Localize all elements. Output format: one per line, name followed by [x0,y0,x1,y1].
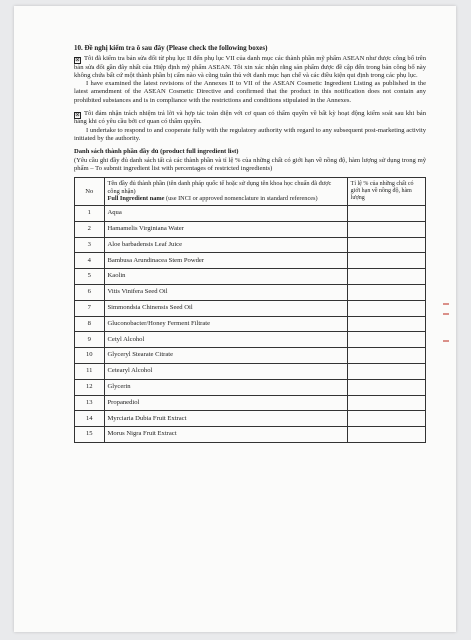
percentage-cell [347,316,425,332]
percentage-cell [347,237,425,253]
ingredient-name: Propanediol [104,395,347,411]
table-row [75,411,426,427]
document-page [14,6,456,632]
row-number: 2 [75,221,105,237]
header-no: No [75,178,105,206]
scan-artifact [443,340,449,342]
row-number: 11 [75,363,105,379]
ingredient-name: Aloe barbadensis Leaf Juice [104,237,347,253]
ingredient-list-heading: Danh sách thành phần đầy đủ (product full ingredient list) [74,148,239,156]
ingredient-name: Glyceryl Stearate Citrate [104,348,347,364]
document-content [74,44,426,443]
ingredient-name: Cetyl Alcohol [104,332,347,348]
row-number: 1 [75,205,105,221]
box2-vietnamese-text: Tôi đảm nhận trách nhiệm trả lời và hợp tác toàn diện với cơ quan có thẩm quyền về bất kỳ hoạt động kiểm soát sau khi bán hàng khi có yêu cầu bởi cơ quan có thẩm quyền. [74,110,426,126]
percentage-cell [347,221,425,237]
table-row [75,379,426,395]
row-number: 12 [75,379,105,395]
table-header-row [75,178,426,206]
ingredient-name: Gluconobacter/Honey Ferment Filtrate [104,316,347,332]
ingredient-name: Glycerin [104,379,347,395]
box2-english-text: I undertake to respond to and cooperate fully with the regulatory authority with regard to any subsequent post-marketing activity initiated by the authority. [74,126,426,142]
ingredient-name: Kaolin [104,269,347,285]
ingredient-name: Simmondsia Chinensis Seed Oil [104,300,347,316]
table-row [75,363,426,379]
checked-box-icon[interactable]: ⊠ [75,112,80,118]
section-heading: 10. Đề nghị kiểm tra ô sau đây (Please check the following boxes) [74,44,268,52]
table-row [75,332,426,348]
percentage-cell [347,427,425,443]
ingredient-name: Bambusa Arundinacea Stem Powder [104,253,347,269]
table-row [75,348,426,364]
row-number: 3 [75,237,105,253]
percentage-cell [347,332,425,348]
row-number: 7 [75,300,105,316]
ingredient-table [74,177,426,443]
row-number: 15 [75,427,105,443]
header-ingredient-name [104,178,347,206]
ingredient-name: Aqua [104,205,347,221]
header-name-vi: Tên đầy đủ thành phần (tên danh pháp quốc tế hoặc sử dụng tên khoa học chuẩn đã được công nhận) [107,180,332,195]
row-number: 10 [75,348,105,364]
header-name-en-bold: Full Ingredient name [107,195,165,203]
table-row [75,237,426,253]
ingredient-name: Cetearyl Alcohol [104,363,347,379]
box1-english-text: I have examined the latest revisions of the Annexes II to VII of the ASEAN Cosmetic Ingredient Listing as published in the latest amendment of the ASEAN Cosmetic Directive and confirmed that the product in this notification does not contain any prohibited substances and is in compliance with the restrictions and conditions stipulated in the Annexes. [74,80,426,104]
table-row [75,269,426,285]
ingredient-list-note: (Yêu cầu ghi đầy đủ danh sách tất cả các thành phần và tỉ lệ % của những chất có giới hạn về nồng độ, hàm lượng sử dụng trong mỹ phẩm – To submit ingredient list with percentages of restricted ingredients) [74,156,426,172]
checkbox-paragraph-vi-2 [74,110,426,127]
percentage-cell [347,300,425,316]
percentage-cell [347,205,425,221]
table-row [75,300,426,316]
row-number: 8 [75,316,105,332]
row-number: 14 [75,411,105,427]
box1-vietnamese-text: Tôi đã kiểm tra bản sửa đổi từ phụ lục II đến phụ lục VII của danh mục các thành phần mỹ phẩm ASEAN như được công bố trên bản sửa đổi gần đây nhất của Hiệp định mỹ phẩm ASEAN. Tôi xin xác nhận rằng sản phẩm được đề cập đến trong bản công bố này không chứa bất cứ một thành phần bị cấm nào và cũng tuân thủ với danh mục hạn chế và các điều kiện qui định trong các phụ lục. [74,55,426,79]
percentage-cell [347,269,425,285]
checkbox-paragraph-vi-1 [74,55,426,80]
row-number: 5 [75,269,105,285]
table-row [75,284,426,300]
row-number: 13 [75,395,105,411]
table-row [75,427,426,443]
header-percentage: Tỉ lệ % của những chất có giới hạn về nồng độ, hàm lượng [347,178,425,206]
table-row [75,395,426,411]
scan-artifact [443,303,449,305]
row-number: 4 [75,253,105,269]
ingredient-name: Hamamelis Virginiana Water [104,221,347,237]
percentage-cell [347,379,425,395]
table-row [75,205,426,221]
percentage-cell [347,363,425,379]
percentage-cell [347,348,425,364]
table-row [75,221,426,237]
ingredient-name: Vitis Vinifera Seed Oil [104,284,347,300]
row-number: 9 [75,332,105,348]
ingredient-name: Morus Nigra Fruit Extract [104,427,347,443]
row-number: 6 [75,284,105,300]
header-name-en: (use INCI or approved nomenclature in standard references) [166,195,318,203]
scan-artifact [443,313,449,315]
percentage-cell [347,253,425,269]
percentage-cell [347,284,425,300]
percentage-cell [347,411,425,427]
table-row [75,316,426,332]
ingredient-name: Myrciaria Dubia Fruit Extract [104,411,347,427]
checked-box-icon[interactable]: ⊠ [75,57,80,63]
percentage-cell [347,395,425,411]
table-row [75,253,426,269]
